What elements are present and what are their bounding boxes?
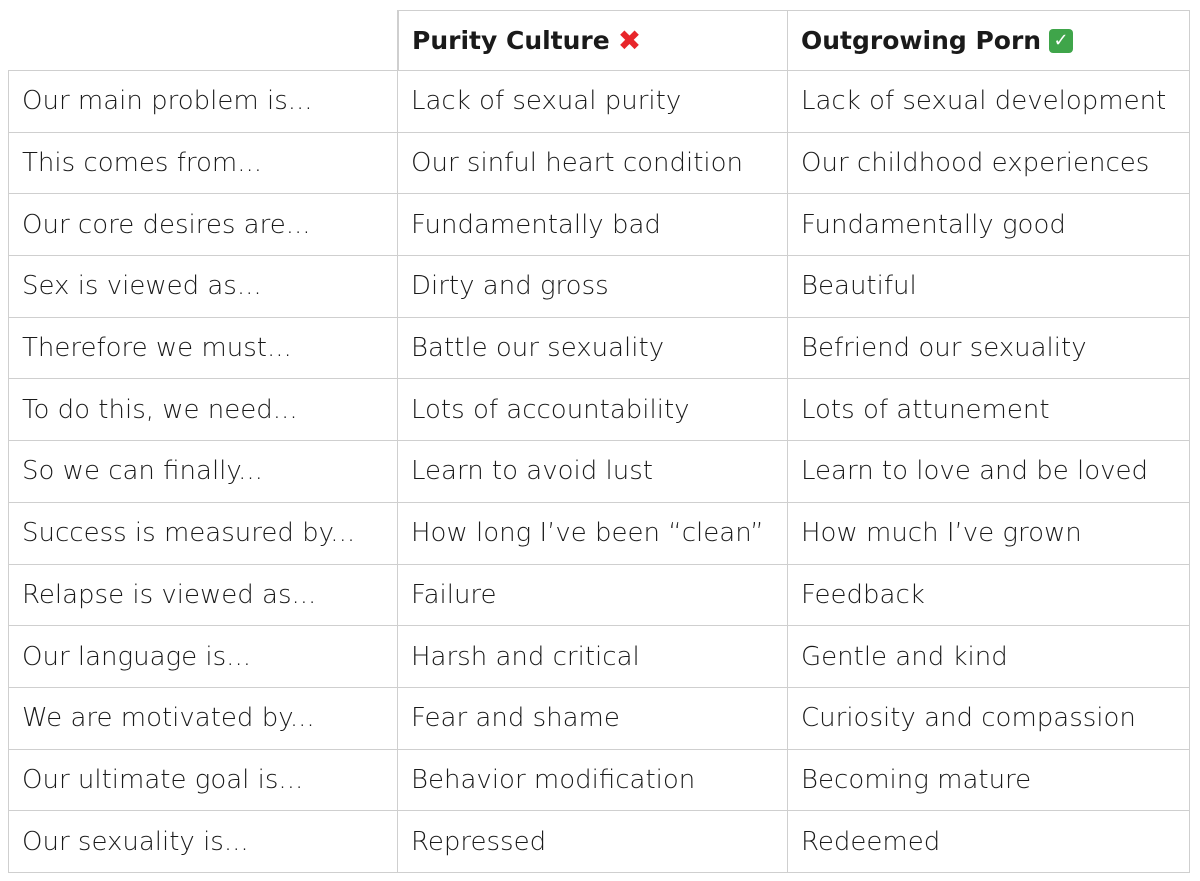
table-row xyxy=(8,133,1190,195)
purity-culture-cell: Our sinful heart condition xyxy=(398,133,788,195)
purity-culture-cell: Battle our sexuality xyxy=(398,318,788,380)
row-prompt-cell: To do this, we need... xyxy=(8,379,398,441)
table-row xyxy=(8,688,1190,750)
outgrowing-porn-cell: Gentle and kind xyxy=(788,626,1190,688)
table-row xyxy=(8,750,1190,812)
check-mark-icon: ✓ xyxy=(1049,29,1073,53)
purity-culture-cell: Repressed xyxy=(398,811,788,873)
table-row xyxy=(8,71,1190,133)
row-prompt-cell: Sex is viewed as... xyxy=(8,256,398,318)
row-prompt-cell: Our main problem is... xyxy=(8,71,398,133)
table-row xyxy=(8,194,1190,256)
outgrowing-porn-cell: Lack of sexual development xyxy=(788,71,1190,133)
table-row xyxy=(8,256,1190,318)
row-prompt-cell: So we can finally... xyxy=(8,441,398,503)
outgrowing-porn-cell: Becoming mature xyxy=(788,750,1190,812)
row-prompt-cell: Our language is... xyxy=(8,626,398,688)
row-prompt-cell: Our ultimate goal is... xyxy=(8,750,398,812)
comparison-table xyxy=(8,10,1190,873)
purity-culture-cell: Learn to avoid lust xyxy=(398,441,788,503)
outgrowing-porn-cell: Learn to love and be loved xyxy=(788,441,1190,503)
outgrowing-porn-cell: Fundamentally good xyxy=(788,194,1190,256)
header-outgrowing-porn xyxy=(788,10,1190,71)
outgrowing-porn-cell: Befriend our sexuality xyxy=(788,318,1190,380)
purity-culture-cell: Lots of accountability xyxy=(398,379,788,441)
header-purity-culture-label: Purity Culture xyxy=(412,26,610,55)
row-prompt-cell: Success is measured by... xyxy=(8,503,398,565)
outgrowing-porn-cell: Our childhood experiences xyxy=(788,133,1190,195)
purity-culture-cell: Fear and shame xyxy=(398,688,788,750)
table-header-row xyxy=(8,10,1190,71)
table-row xyxy=(8,318,1190,380)
header-empty-cell xyxy=(8,10,398,71)
outgrowing-porn-cell: Lots of attunement xyxy=(788,379,1190,441)
row-prompt-cell: Our sexuality is... xyxy=(8,811,398,873)
row-prompt-cell: Our core desires are... xyxy=(8,194,398,256)
purity-culture-cell: How long I’ve been “clean” xyxy=(398,503,788,565)
cross-mark-icon: ✖ xyxy=(617,23,642,57)
outgrowing-porn-cell: How much I’ve grown xyxy=(788,503,1190,565)
row-prompt-cell: We are motivated by... xyxy=(8,688,398,750)
row-prompt-cell: This comes from... xyxy=(8,133,398,195)
table-row xyxy=(8,503,1190,565)
table-row xyxy=(8,379,1190,441)
outgrowing-porn-cell: Curiosity and compassion xyxy=(788,688,1190,750)
table-row xyxy=(8,441,1190,503)
purity-culture-cell: Failure xyxy=(398,565,788,627)
purity-culture-cell: Dirty and gross xyxy=(398,256,788,318)
outgrowing-porn-cell: Redeemed xyxy=(788,811,1190,873)
table-row xyxy=(8,565,1190,627)
purity-culture-cell: Harsh and critical xyxy=(398,626,788,688)
outgrowing-porn-cell: Beautiful xyxy=(788,256,1190,318)
purity-culture-cell: Behavior modification xyxy=(398,750,788,812)
row-prompt-cell: Therefore we must... xyxy=(8,318,398,380)
purity-culture-cell: Lack of sexual purity xyxy=(398,71,788,133)
header-outgrowing-porn-label: Outgrowing Porn xyxy=(801,26,1042,55)
row-prompt-cell: Relapse is viewed as... xyxy=(8,565,398,627)
purity-culture-cell: Fundamentally bad xyxy=(398,194,788,256)
table-row xyxy=(8,811,1190,873)
table-row xyxy=(8,626,1190,688)
header-purity-culture xyxy=(398,10,788,71)
outgrowing-porn-cell: Feedback xyxy=(788,565,1190,627)
